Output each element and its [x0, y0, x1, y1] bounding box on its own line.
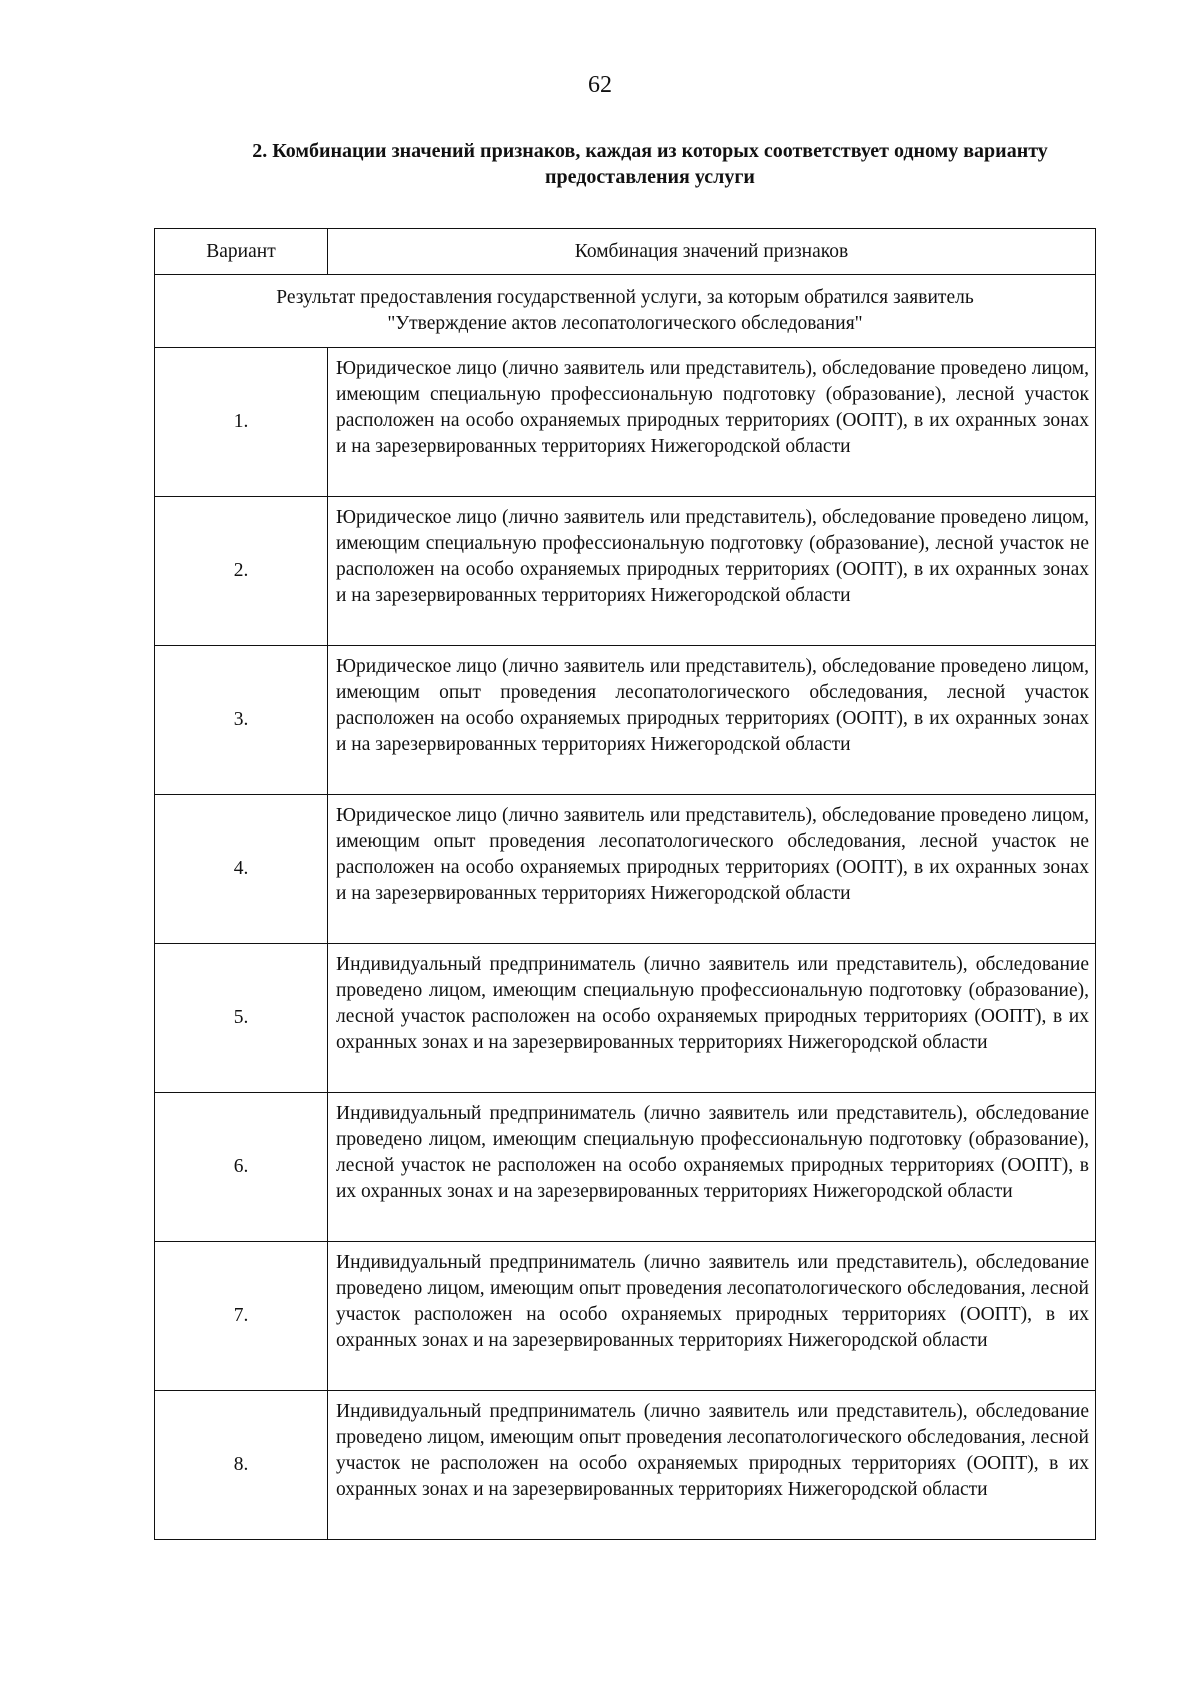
section-heading [190, 138, 1110, 190]
table-header-row [155, 229, 1096, 275]
variant-combination: Индивидуальный предприниматель (лично заявитель или представитель), обследование проведено лицом, имеющим специальную профессиональную подготовку (образование), лесной участок не расположен на особо охраняемых природных территориях (ООПТ), в их охранных зонах и на зарезервированных территориях Нижегородской области [328, 1093, 1096, 1242]
variant-number: 1. [155, 348, 328, 497]
variant-combination: Юридическое лицо (лично заявитель или представитель), обследование проведено лицом, имеющим специальную профессиональную подготовку (образование), лесной участок не расположен на особо охраняемых природных территориях (ООПТ), в их охранных зонах и на зарезервированных территориях Нижегородской области [328, 497, 1096, 646]
table-row [155, 497, 1096, 646]
variant-combination: Юридическое лицо (лично заявитель или представитель), обследование проведено лицом, имеющим специальную профессиональную подготовку (образование), лесной участок расположен на особо охраняемых природных территориях (ООПТ), в их охранных зонах и на зарезервированных территориях Нижегородской области [328, 348, 1096, 497]
variant-number: 7. [155, 1242, 328, 1391]
variant-combination: Индивидуальный предприниматель (лично заявитель или представитель), обследование проведено лицом, имеющим опыт проведения лесопатологического обследования, лесной участок не расположен на особо охраняемых природных территориях (ООПТ), в их охранных зонах и на зарезервированных территориях Нижегородской области [328, 1391, 1096, 1540]
header-variant: Вариант [155, 229, 328, 275]
header-combination: Комбинация значений признаков [328, 229, 1096, 275]
variant-number: 8. [155, 1391, 328, 1540]
section-heading-line-1: 2. Комбинации значений признаков, каждая из которых соответствует одному варианту [252, 140, 1048, 162]
table-row [155, 1391, 1096, 1540]
result-line-1: Результат предоставления государственной услуги, за которым обратился заявитель [276, 287, 974, 308]
result-cell [155, 275, 1096, 348]
table-row [155, 646, 1096, 795]
result-row [155, 275, 1096, 348]
table-row [155, 1242, 1096, 1391]
section-heading-line-2: предоставления услуги [545, 166, 755, 188]
variant-number: 2. [155, 497, 328, 646]
table-row [155, 1093, 1096, 1242]
table-row [155, 944, 1096, 1093]
variant-number: 3. [155, 646, 328, 795]
variants-table [154, 228, 1096, 1540]
variant-combination: Юридическое лицо (лично заявитель или представитель), обследование проведено лицом, имеющим опыт проведения лесопатологического обследования, лесной участок не расположен на особо охраняемых природных территориях (ООПТ), в их охранных зонах и на зарезервированных территориях Нижегородской области [328, 795, 1096, 944]
table-row [155, 795, 1096, 944]
variant-number: 4. [155, 795, 328, 944]
page-number: 62 [588, 72, 612, 98]
result-line-2: "Утверждение актов лесопатологического обследования" [387, 313, 863, 334]
variant-combination: Индивидуальный предприниматель (лично заявитель или представитель), обследование проведено лицом, имеющим опыт проведения лесопатологического обследования, лесной участок расположен на особо охраняемых природных территориях (ООПТ), в их охранных зонах и на зарезервированных территориях Нижегородской области [328, 1242, 1096, 1391]
variant-number: 5. [155, 944, 328, 1093]
variant-combination: Индивидуальный предприниматель (лично заявитель или представитель), обследование проведено лицом, имеющим специальную профессиональную подготовку (образование), лесной участок расположен на особо охраняемых природных территориях (ООПТ), в их охранных зонах и на зарезервированных территориях Нижегородской области [328, 944, 1096, 1093]
variant-number: 6. [155, 1093, 328, 1242]
table-row [155, 348, 1096, 497]
variant-combination: Юридическое лицо (лично заявитель или представитель), обследование проведено лицом, имеющим опыт проведения лесопатологического обследования, лесной участок расположен на особо охраняемых природных территориях (ООПТ), в их охранных зонах и на зарезервированных территориях Нижегородской области [328, 646, 1096, 795]
